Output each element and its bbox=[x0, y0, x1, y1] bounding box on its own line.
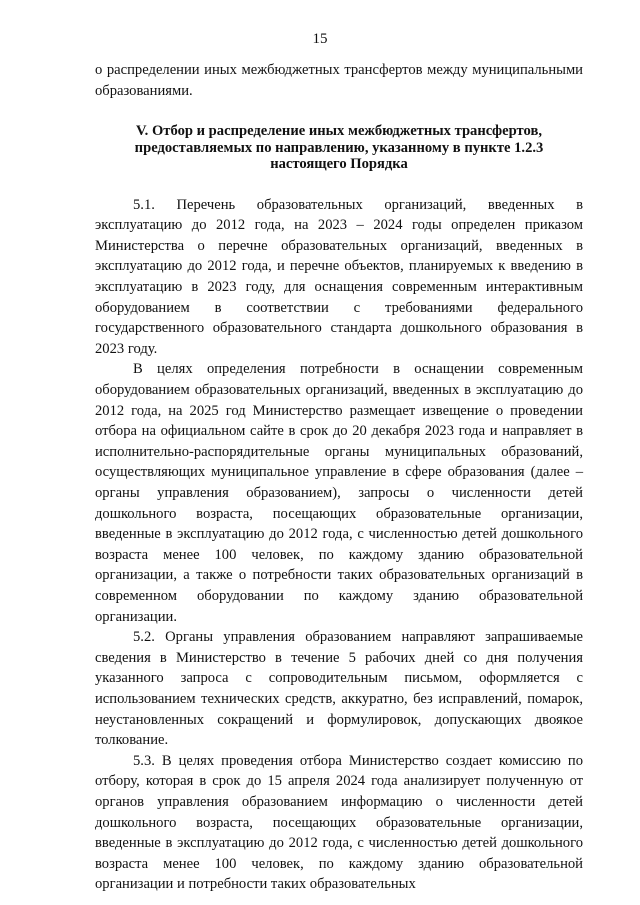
paragraph-5-1-need: В целях определения потребности в оснащении современным оборудованием образовательных организаций, введенных в эксплуатацию до 2012 года, на 2025 год Министерство размещает извещение о проведении отбора на официальном сайте в срок до 20 декабря 2023 года и направляет в исполнительно-распорядительные органы муниципальных образований, осуществляющих муниципальное управление в сфере образования (далее – органы управления образованием), запросы о численности детей дошкольного возраста, посещающих образовательные организации, введенные в эксплуатацию до 2012 года, с численностью детей дошкольного возраста менее 100 человек, по каждому зданию образовательной организации, а также о потребности таких образовательных организаций в современном оборудовании по каждому зданию образовательной организации. bbox=[95, 361, 583, 625]
paragraph-5-2: 5.2. Органы управления образованием направляют запрашиваемые сведения в Министерство в течение 5 рабочих дней со дня получения указанного запроса с сопроводительным письмом, оформляется с использованием технических средств, аккуратно, без исправлений, помарок, неустановленных сокращений и формулировок, допускающих двоякое толкование. bbox=[95, 629, 583, 749]
paragraph-5-1: 5.1. Перечень образовательных организаций, введенных в эксплуатацию до 2012 года, на 2023 – 2024 годы определен приказом Министерства о перечне образовательных организаций, введенных в эксплуатацию до 2012 года, и перечне объектов, планируемых к введению в эксплуатацию в 2023 году, для оснащения современным интерактивным оборудованием в соответствии с требованиями федерального государственного образовательного стандарта дошкольного образования в 2023 году. bbox=[95, 196, 583, 357]
paragraph-5-3: 5.3. В целях проведения отбора Министерство создает комиссию по отбору, которая в срок до 15 апреля 2024 года анализирует полученную от органов управления образованием информацию о численности детей дошкольного возраста, посещающих образовательные организации, введенные в эксплуатацию до 2012 года, с численностью детей дошкольного возраста менее 100 человек, по каждому зданию образовательной организации и потребности таких образовательных bbox=[95, 752, 583, 893]
paragraph-continuation: о распределении иных межбюджетных трансфертов между муниципальными образованиями. bbox=[95, 62, 583, 99]
page-number: 15 bbox=[312, 31, 328, 47]
section-heading: V. Отбор и распределение иных межбюджетных трансфертов, предоставляемых по направлению, указанному в пункте 1.2.3 настоящего Порядка bbox=[134, 123, 544, 173]
document-body bbox=[95, 60, 583, 895]
